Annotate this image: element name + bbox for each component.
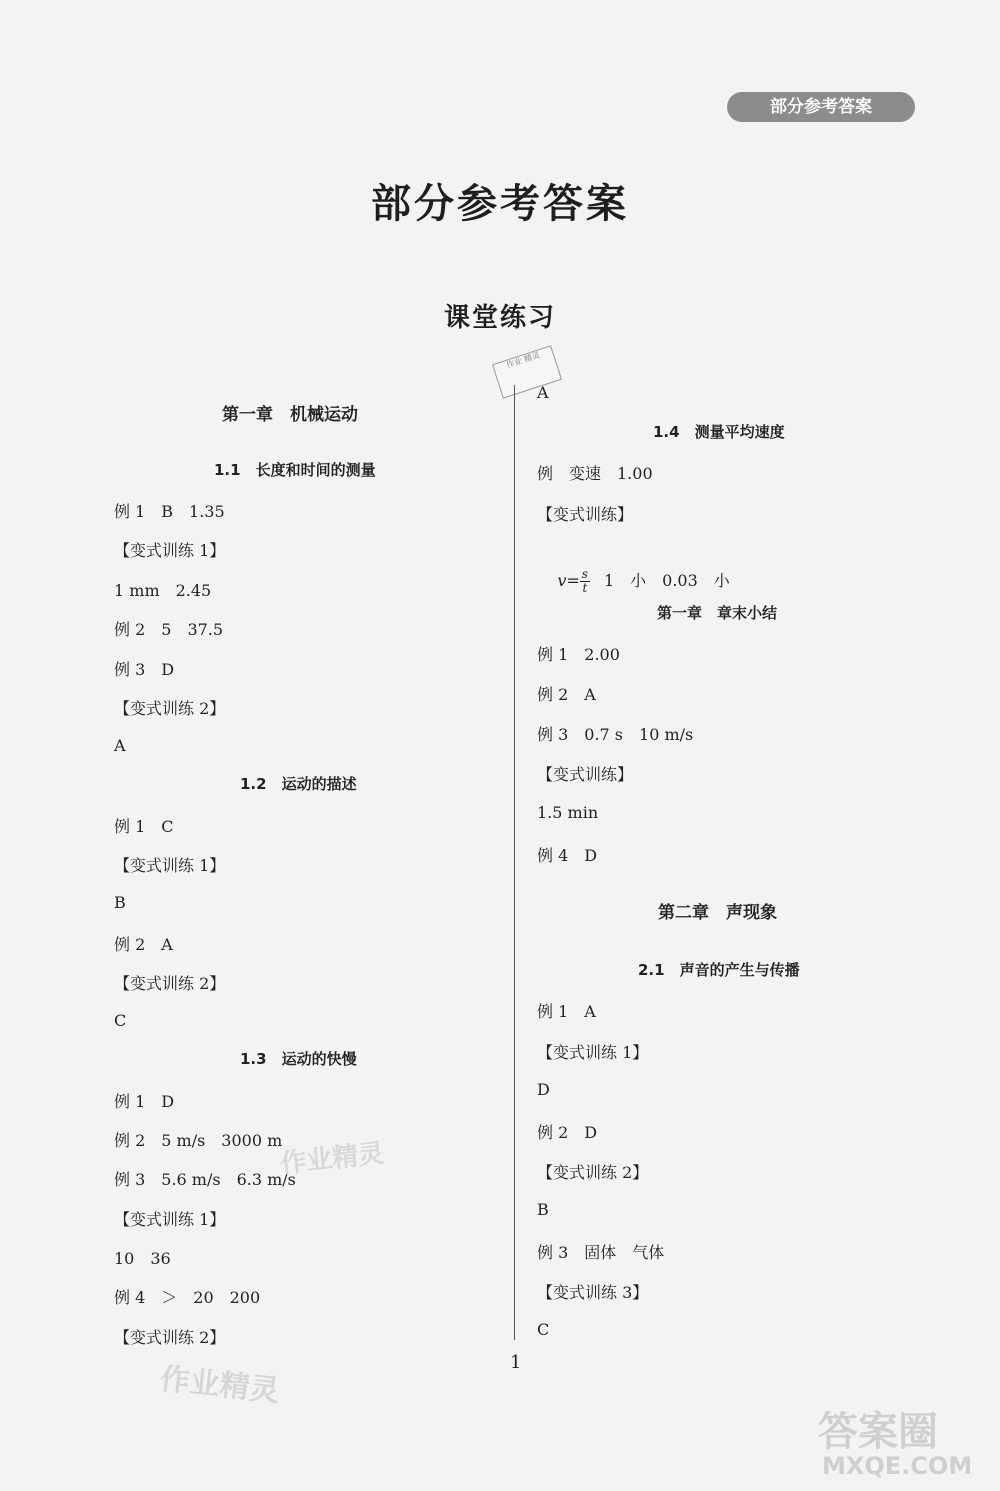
answer-line: 10 36: [114, 1249, 171, 1268]
formula-answers: 1 小 0.03 小: [603, 571, 730, 590]
answer-line: 【变式训练 2】: [114, 699, 226, 718]
answer-line: 例 1 A: [537, 1002, 596, 1021]
answer-line: 【变式训练 1】: [114, 1210, 226, 1229]
answer-line: 1 mm 2.45: [114, 581, 212, 600]
section-title: 课堂练习: [443, 303, 556, 333]
section-heading: 第一章 章末小结: [657, 604, 778, 622]
answer-line: 【变式训练 1】: [537, 1043, 649, 1062]
answer-line: 【变式训练 1】: [114, 541, 226, 560]
formula-v: v=: [557, 571, 580, 590]
answer-line: 例 1 B 1.35: [114, 502, 225, 521]
answer-line: 例 1 2.00: [537, 645, 620, 664]
answer-line: 例 4 D: [537, 846, 598, 865]
header-tab: 部分参考答案: [727, 92, 915, 122]
answer-line: C: [114, 1011, 127, 1030]
watermark: 作业精灵: [278, 1138, 386, 1180]
answer-line: A: [114, 736, 126, 755]
chapter-heading: 第一章 机械运动: [222, 405, 358, 425]
section-heading: 1.3 运动的快慢: [240, 1050, 357, 1068]
answer-line: A: [537, 383, 549, 402]
answer-line: 例 3 固体 气体: [537, 1243, 665, 1262]
answer-line: 【变式训练】: [537, 505, 634, 524]
answer-line: 例 1 C: [114, 817, 174, 836]
fraction: [580, 568, 590, 595]
answer-line: 例 4 ＞ 20 200: [114, 1288, 261, 1307]
section-heading: 1.1 长度和时间的测量: [214, 461, 376, 479]
page-number: 1: [510, 1352, 522, 1373]
fraction-denominator: t: [582, 581, 588, 595]
answer-line: 【变式训练 2】: [114, 1328, 226, 1347]
fraction-numerator: s: [581, 567, 588, 581]
answer-line: D: [537, 1080, 550, 1099]
page-title: 部分参考答案: [371, 181, 629, 227]
section-heading: 1.4 测量平均速度: [653, 423, 785, 441]
answer-line: 例 变速 1.00: [537, 464, 653, 483]
answer-line: 【变式训练】: [537, 765, 634, 784]
answer-line: 【变式训练 2】: [537, 1163, 649, 1182]
answer-line: 例 1 D: [114, 1092, 175, 1111]
answer-line: 【变式训练 1】: [114, 856, 226, 875]
answer-line: C: [537, 1320, 550, 1339]
answer-line: 例 3 D: [114, 660, 175, 679]
answer-line: 例 2 5 m/s 3000 m: [114, 1131, 283, 1150]
column-divider: [514, 385, 515, 1340]
answer-line: 【变式训练 2】: [114, 974, 226, 993]
site-logo-url: MXQE.COM: [822, 1452, 973, 1480]
answer-line: 例 2 5 37.5: [114, 620, 224, 639]
chapter-heading: 第二章 声现象: [658, 903, 777, 923]
answer-line: B: [114, 893, 126, 912]
site-logo: 答案圈: [818, 1409, 938, 1455]
answer-line: 【变式训练 3】: [537, 1283, 649, 1302]
stamp: 作业 精灵: [492, 345, 562, 398]
watermark: 作业精灵: [158, 1361, 282, 1410]
answer-line: 例 2 A: [537, 685, 596, 704]
answer-line: B: [537, 1200, 549, 1219]
answer-line: 例 3 5.6 m/s 6.3 m/s: [114, 1170, 296, 1189]
answer-line: 1.5 min: [537, 803, 599, 822]
answer-line: 例 2 D: [537, 1123, 598, 1142]
section-heading: 1.2 运动的描述: [240, 775, 357, 793]
answer-line: 例 2 A: [114, 935, 173, 954]
section-heading: 2.1 声音的产生与传播: [638, 961, 800, 979]
answer-line: 例 3 0.7 s 10 m/s: [537, 725, 694, 744]
